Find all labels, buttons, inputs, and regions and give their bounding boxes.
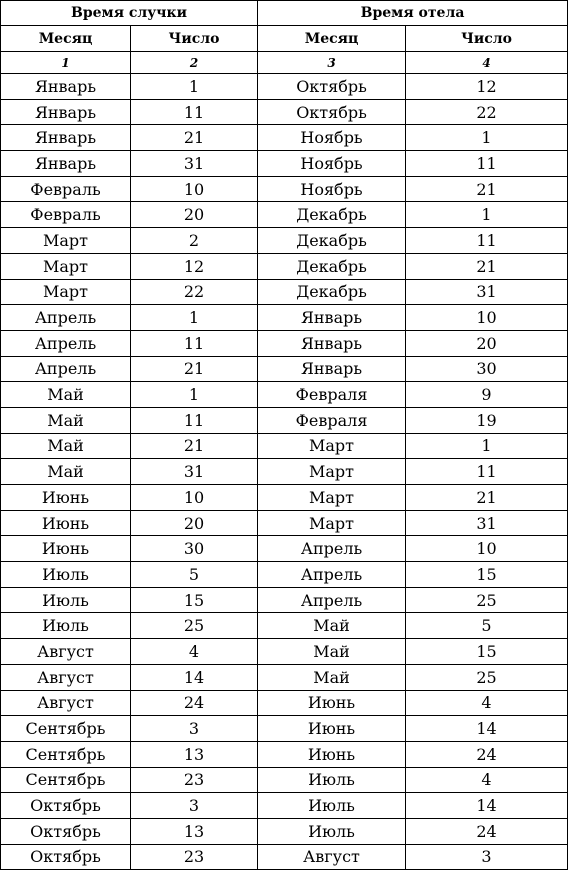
table-row [1, 253, 568, 279]
cell-calving-month: Март [258, 485, 406, 511]
cell-breeding-month: Август [1, 639, 131, 665]
column-number-2: 2 [131, 52, 258, 74]
cell-breeding-day: 11 [131, 330, 258, 356]
cell-breeding-month: Октябрь [1, 844, 131, 870]
cell-breeding-month: Июль [1, 587, 131, 613]
cell-calving-month: Апрель [258, 536, 406, 562]
cell-breeding-month: Май [1, 407, 131, 433]
table-row [1, 613, 568, 639]
cell-breeding-day: 24 [131, 690, 258, 716]
cell-breeding-month: Август [1, 664, 131, 690]
cell-calving-day: 10 [406, 305, 568, 331]
cell-breeding-day: 21 [131, 356, 258, 382]
cell-calving-month: Июль [258, 793, 406, 819]
cell-breeding-day: 12 [131, 253, 258, 279]
cell-calving-day: 9 [406, 382, 568, 408]
cell-breeding-day: 11 [131, 99, 258, 125]
cell-calving-month: Ноябрь [258, 151, 406, 177]
table-row [1, 382, 568, 408]
cell-breeding-day: 14 [131, 664, 258, 690]
cell-calving-month: Январь [258, 305, 406, 331]
cell-breeding-day: 10 [131, 176, 258, 202]
cell-calving-month: Март [258, 433, 406, 459]
cell-calving-day: 4 [406, 690, 568, 716]
table-row [1, 844, 568, 870]
cell-calving-day: 11 [406, 151, 568, 177]
group-header-calving: Время отела [258, 1, 568, 26]
table-row [1, 818, 568, 844]
cell-calving-month: Октябрь [258, 99, 406, 125]
cell-calving-day: 19 [406, 407, 568, 433]
column-header-day-calving: Число [406, 26, 568, 52]
cell-calving-day: 12 [406, 74, 568, 100]
table-row [1, 305, 568, 331]
cell-calving-month: Июнь [258, 741, 406, 767]
cell-breeding-month: Март [1, 253, 131, 279]
table-row [1, 330, 568, 356]
cell-calving-day: 20 [406, 330, 568, 356]
cell-breeding-month: Апрель [1, 356, 131, 382]
group-header-breeding: Время случки [1, 1, 258, 26]
cell-breeding-month: Январь [1, 74, 131, 100]
cell-breeding-month: Июнь [1, 510, 131, 536]
cell-calving-month: Февраля [258, 407, 406, 433]
cell-breeding-day: 3 [131, 793, 258, 819]
cell-breeding-month: Сентябрь [1, 767, 131, 793]
cell-calving-day: 5 [406, 613, 568, 639]
cell-breeding-month: Июнь [1, 536, 131, 562]
cell-breeding-day: 1 [131, 74, 258, 100]
cell-calving-month: Июнь [258, 690, 406, 716]
cell-calving-day: 25 [406, 664, 568, 690]
cell-calving-month: Июнь [258, 716, 406, 742]
table-row [1, 176, 568, 202]
column-number-1: 1 [1, 52, 131, 74]
cell-breeding-month: Сентябрь [1, 741, 131, 767]
cell-calving-month: Май [258, 613, 406, 639]
column-header-month-calving: Месяц [258, 26, 406, 52]
cell-breeding-month: Июль [1, 613, 131, 639]
cell-calving-day: 11 [406, 228, 568, 254]
cell-breeding-month: Январь [1, 151, 131, 177]
cell-calving-month: Май [258, 664, 406, 690]
table-row [1, 510, 568, 536]
cell-calving-month: Декабрь [258, 202, 406, 228]
cell-calving-day: 1 [406, 433, 568, 459]
column-number-4: 4 [406, 52, 568, 74]
cell-calving-month: Март [258, 459, 406, 485]
cell-breeding-month: Февраль [1, 176, 131, 202]
cell-breeding-month: Сентябрь [1, 716, 131, 742]
table-row [1, 485, 568, 511]
table-row [1, 587, 568, 613]
cell-breeding-day: 3 [131, 716, 258, 742]
table-row [1, 99, 568, 125]
cell-calving-day: 11 [406, 459, 568, 485]
table-row [1, 433, 568, 459]
column-header-month-breeding: Месяц [1, 26, 131, 52]
cell-breeding-day: 30 [131, 536, 258, 562]
cell-breeding-day: 2 [131, 228, 258, 254]
cell-breeding-month: Апрель [1, 305, 131, 331]
cell-calving-month: Июль [258, 767, 406, 793]
cell-calving-day: 24 [406, 741, 568, 767]
cell-breeding-day: 5 [131, 562, 258, 588]
cell-breeding-day: 23 [131, 844, 258, 870]
table-row [1, 202, 568, 228]
cell-breeding-day: 21 [131, 125, 258, 151]
cell-breeding-month: Май [1, 433, 131, 459]
cell-calving-day: 3 [406, 844, 568, 870]
cell-breeding-month: Май [1, 459, 131, 485]
cell-breeding-month: Январь [1, 125, 131, 151]
cell-breeding-month: Июнь [1, 485, 131, 511]
cell-calving-month: Февраля [258, 382, 406, 408]
cell-calving-month: Ноябрь [258, 125, 406, 151]
cell-breeding-month: Март [1, 279, 131, 305]
table-row [1, 741, 568, 767]
table-row [1, 536, 568, 562]
cell-breeding-month: Октябрь [1, 818, 131, 844]
cell-calving-day: 1 [406, 202, 568, 228]
table-row [1, 125, 568, 151]
cell-breeding-day: 21 [131, 433, 258, 459]
cell-breeding-day: 13 [131, 741, 258, 767]
cell-calving-month: Апрель [258, 562, 406, 588]
cell-calving-day: 1 [406, 125, 568, 151]
column-header-day-breeding: Число [131, 26, 258, 52]
cell-calving-month: Январь [258, 356, 406, 382]
cell-calving-day: 22 [406, 99, 568, 125]
table-row [1, 407, 568, 433]
cell-calving-month: Июль [258, 818, 406, 844]
cell-breeding-month: Октябрь [1, 793, 131, 819]
cell-breeding-day: 31 [131, 459, 258, 485]
table-row [1, 664, 568, 690]
column-number-3: 3 [258, 52, 406, 74]
table-row [1, 793, 568, 819]
cell-calving-month: Март [258, 510, 406, 536]
cell-calving-day: 14 [406, 716, 568, 742]
cell-breeding-month: Май [1, 382, 131, 408]
cell-breeding-day: 20 [131, 510, 258, 536]
table-row [1, 716, 568, 742]
cell-calving-day: 31 [406, 510, 568, 536]
column-header-row [1, 26, 568, 52]
cell-calving-month: Декабрь [258, 228, 406, 254]
column-number-row [1, 52, 568, 74]
cell-breeding-month: Февраль [1, 202, 131, 228]
table-row [1, 74, 568, 100]
table-row [1, 228, 568, 254]
cell-calving-day: 21 [406, 485, 568, 511]
cell-calving-month: Декабрь [258, 279, 406, 305]
cell-breeding-month: Март [1, 228, 131, 254]
cell-breeding-month: Апрель [1, 330, 131, 356]
cell-breeding-month: Июль [1, 562, 131, 588]
cell-calving-day: 21 [406, 253, 568, 279]
cell-calving-day: 15 [406, 562, 568, 588]
cell-calving-month: Январь [258, 330, 406, 356]
cell-calving-day: 14 [406, 793, 568, 819]
cell-calving-month: Май [258, 639, 406, 665]
cell-breeding-day: 23 [131, 767, 258, 793]
group-header-row [1, 1, 568, 26]
cell-breeding-day: 11 [131, 407, 258, 433]
cell-calving-month: Апрель [258, 587, 406, 613]
cell-calving-month: Октябрь [258, 74, 406, 100]
cell-calving-day: 21 [406, 176, 568, 202]
cell-breeding-month: Январь [1, 99, 131, 125]
cell-breeding-day: 31 [131, 151, 258, 177]
cell-calving-month: Ноябрь [258, 176, 406, 202]
table-row [1, 562, 568, 588]
cell-breeding-day: 1 [131, 382, 258, 408]
cell-calving-day: 24 [406, 818, 568, 844]
cell-breeding-day: 20 [131, 202, 258, 228]
cell-calving-day: 25 [406, 587, 568, 613]
cell-breeding-day: 25 [131, 613, 258, 639]
cell-calving-month: Август [258, 844, 406, 870]
cell-breeding-day: 10 [131, 485, 258, 511]
cell-calving-day: 4 [406, 767, 568, 793]
table-row [1, 356, 568, 382]
table-row [1, 690, 568, 716]
cell-calving-day: 10 [406, 536, 568, 562]
cell-breeding-day: 4 [131, 639, 258, 665]
table-row [1, 279, 568, 305]
table-row [1, 459, 568, 485]
cell-calving-day: 31 [406, 279, 568, 305]
table-row [1, 639, 568, 665]
table-body [1, 74, 568, 870]
cell-calving-day: 30 [406, 356, 568, 382]
cell-breeding-month: Август [1, 690, 131, 716]
table-row [1, 767, 568, 793]
cell-breeding-day: 15 [131, 587, 258, 613]
cell-breeding-day: 22 [131, 279, 258, 305]
cell-calving-day: 15 [406, 639, 568, 665]
cell-calving-month: Декабрь [258, 253, 406, 279]
cell-breeding-day: 1 [131, 305, 258, 331]
cell-breeding-day: 13 [131, 818, 258, 844]
table-row [1, 151, 568, 177]
